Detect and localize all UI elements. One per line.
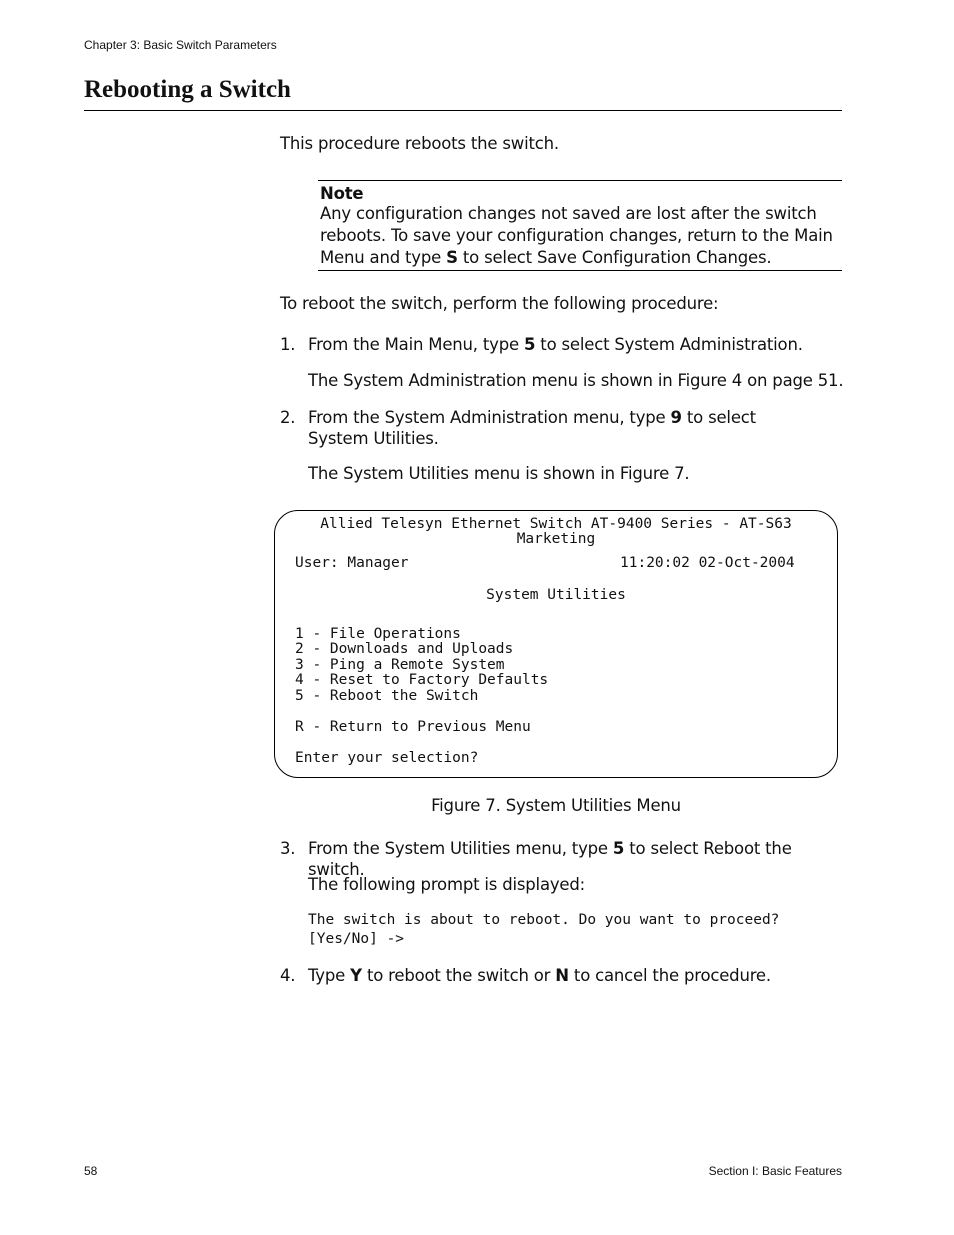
terminal-prompt: Enter your selection?	[295, 750, 479, 766]
step-number: 3.	[280, 839, 296, 858]
procedure-intro: To reboot the switch, perform the following procedure:	[280, 294, 719, 313]
terminal-menu-title: System Utilities	[486, 587, 626, 603]
section-footer: Section I: Basic Features	[708, 1164, 842, 1178]
step-text: From the Main Menu, type 5 to select System Administration.	[308, 335, 803, 354]
section-title: Rebooting a Switch	[84, 76, 291, 103]
note-key: S	[446, 248, 458, 267]
note-text: Any configuration changes not saved are lost after the switch reboots. To save your configuration changes, return to the Main Menu and type S to select Save Configuration Changes.	[320, 204, 833, 267]
terminal-timestamp: 11:20:02 02-Oct-2004	[620, 555, 795, 571]
note-label: Note	[320, 184, 364, 203]
step-number: 4.	[280, 966, 296, 985]
terminal-menu-item: 3 - Ping a Remote System	[295, 657, 505, 673]
figure-caption: Figure 7. System Utilities Menu	[431, 796, 681, 815]
running-header: Chapter 3: Basic Switch Parameters	[84, 38, 277, 52]
step-follow: The System Utilities menu is shown in Figure 7.	[308, 464, 690, 483]
terminal-return-item: R - Return to Previous Menu	[295, 719, 531, 735]
intro-text: This procedure reboots the switch.	[280, 134, 559, 153]
terminal-subtitle: Marketing	[516, 531, 596, 547]
step-number: 1.	[280, 335, 296, 354]
terminal-menu-item: 2 - Downloads and Uploads	[295, 641, 514, 657]
terminal-menu-item: 5 - Reboot the Switch	[295, 688, 479, 704]
terminal-banner: Allied Telesyn Ethernet Switch AT-9400 Series - AT-S63	[320, 516, 792, 532]
page-number: 58	[84, 1164, 98, 1178]
step-text: From the System Utilities menu, type 5 to select Reboot the switch.	[308, 839, 792, 879]
note-top-rule	[318, 180, 842, 181]
step-follow: The following prompt is displayed:	[308, 875, 586, 894]
step-text: From the System Administration menu, type 9 to select System Utilities.	[308, 408, 756, 448]
step-number: 2.	[280, 408, 296, 427]
terminal-menu-item: 4 - Reset to Factory Defaults	[295, 672, 549, 688]
step-text: Type Y to reboot the switch or N to cancel the procedure.	[308, 966, 771, 985]
reboot-prompt-line: [Yes/No] ->	[308, 931, 405, 947]
terminal-user: User: Manager	[295, 555, 409, 571]
reboot-prompt-line: The switch is about to reboot. Do you want to proceed?	[308, 912, 780, 928]
terminal-menu-item: 1 - File Operations	[295, 626, 461, 642]
step-follow: The System Administration menu is shown in Figure 4 on page 51.	[308, 371, 844, 390]
title-rule	[84, 110, 842, 111]
note-bottom-rule	[318, 270, 842, 271]
